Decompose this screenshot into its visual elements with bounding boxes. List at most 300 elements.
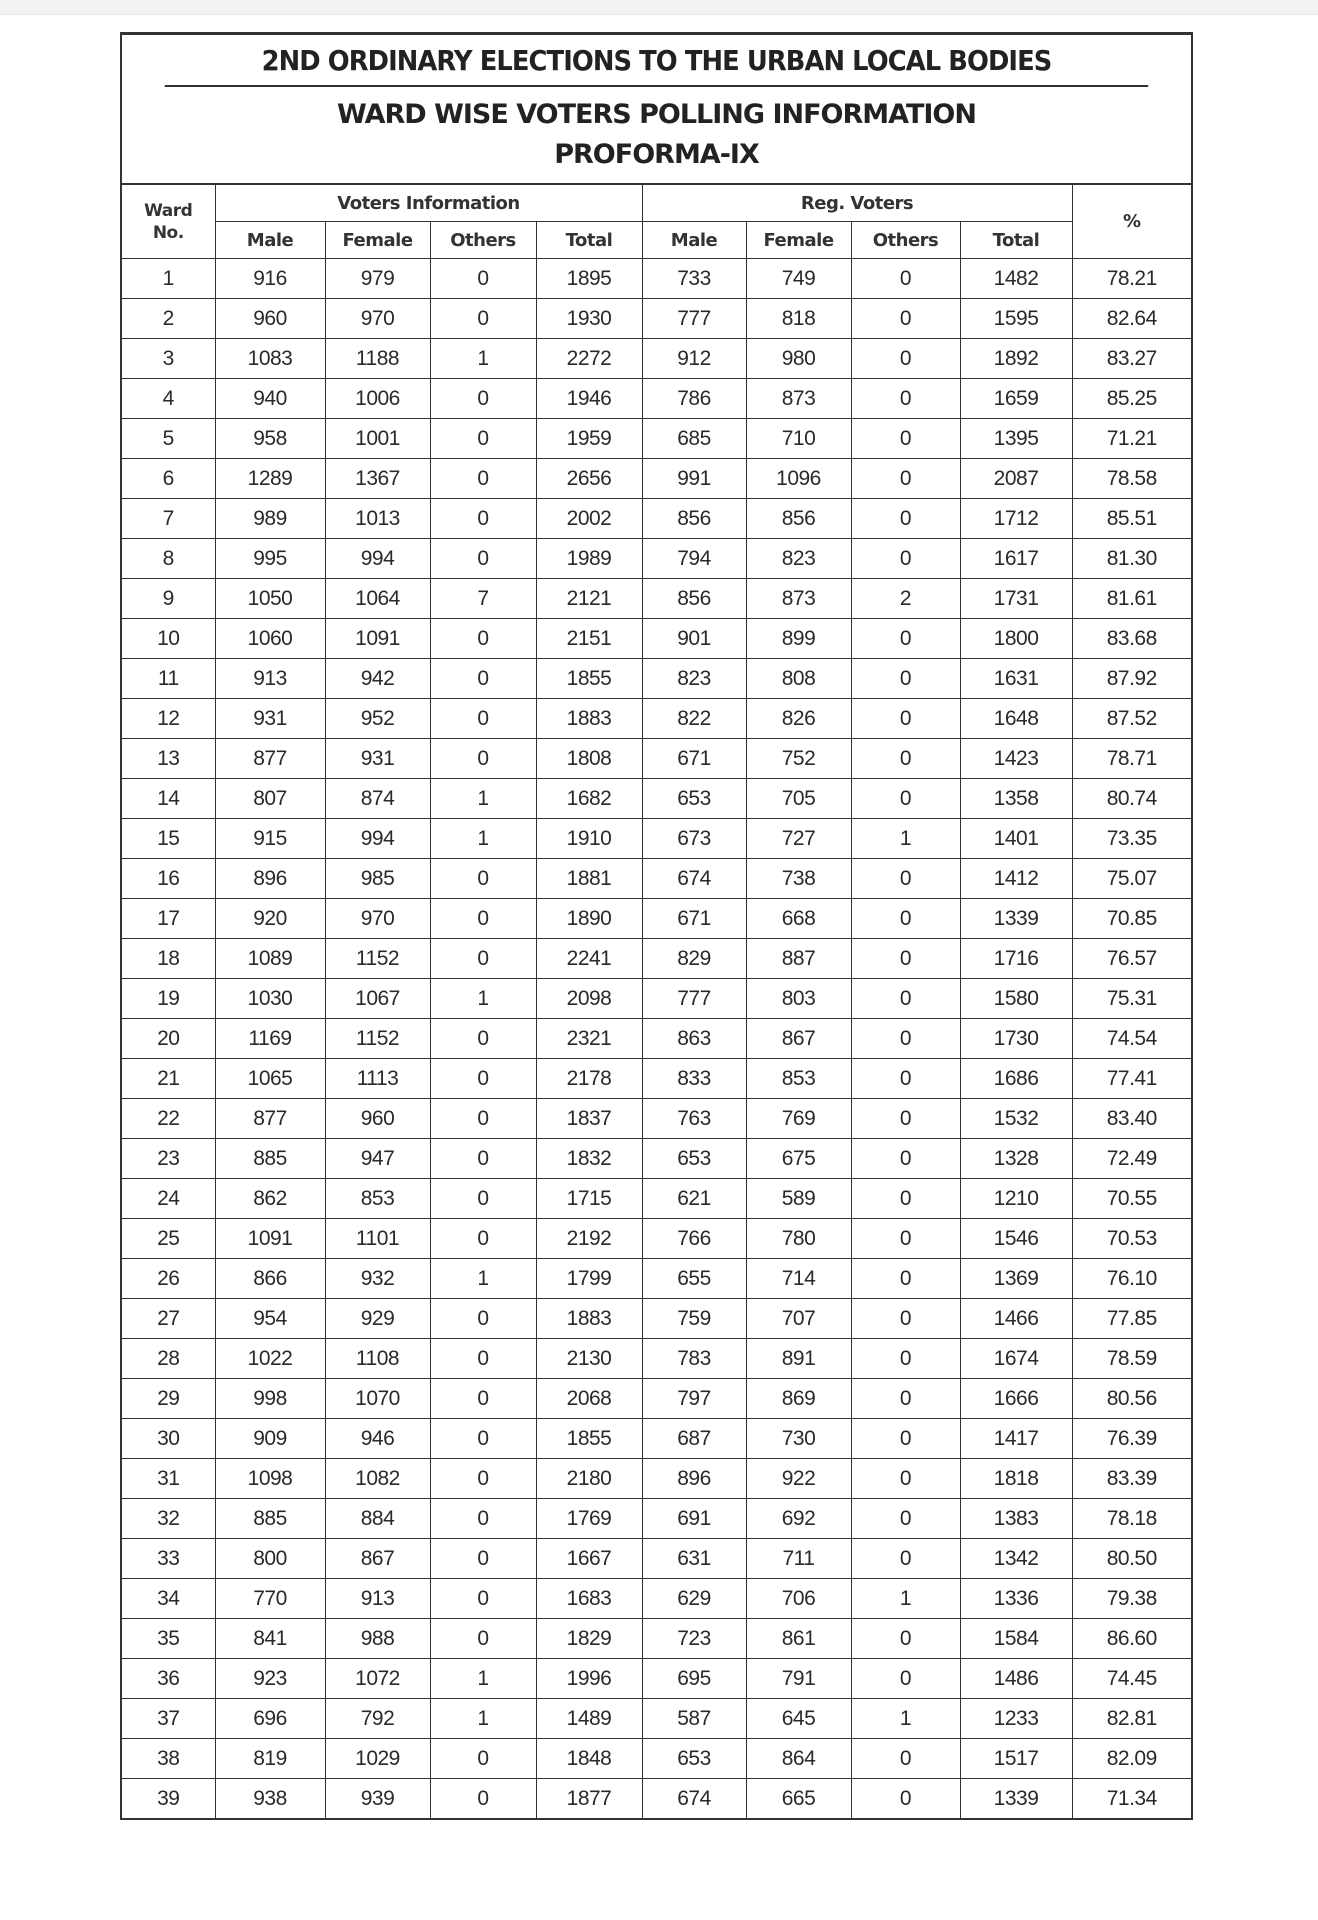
proforma-label: PROFORMA-IX bbox=[554, 139, 759, 170]
table-row bbox=[122, 899, 1191, 939]
ward-no-cell: 31 bbox=[122, 1459, 215, 1499]
table-row bbox=[122, 1259, 1191, 1299]
reg-male-cell: 766 bbox=[642, 1219, 746, 1259]
voters-others-cell: 0 bbox=[430, 1139, 536, 1179]
voters-total-cell: 1829 bbox=[536, 1619, 642, 1659]
reg-male-cell: 653 bbox=[642, 779, 746, 819]
voters-others-cell: 7 bbox=[430, 579, 536, 619]
document-subtitle-block bbox=[122, 87, 1191, 185]
reg-male-cell: 863 bbox=[642, 1019, 746, 1059]
voters-total-cell: 1489 bbox=[536, 1699, 642, 1739]
percent-cell: 83.39 bbox=[1072, 1459, 1191, 1499]
reg-female-cell: 922 bbox=[746, 1459, 851, 1499]
voters-female-cell: 1113 bbox=[325, 1059, 430, 1099]
voters-others-cell: 1 bbox=[430, 339, 536, 379]
reg-female-cell: 705 bbox=[746, 779, 851, 819]
voters-total-cell: 2321 bbox=[536, 1019, 642, 1059]
reg-others-cell: 0 bbox=[851, 1339, 960, 1379]
table-row bbox=[122, 1499, 1191, 1539]
reg-total-cell: 1395 bbox=[960, 419, 1072, 459]
reg-male-cell: 691 bbox=[642, 1499, 746, 1539]
reg-female-cell: 853 bbox=[746, 1059, 851, 1099]
reg-female-cell: 665 bbox=[746, 1779, 851, 1819]
reg-total-cell: 1631 bbox=[960, 659, 1072, 699]
reg-female-cell: 818 bbox=[746, 299, 851, 339]
reg-others-cell: 0 bbox=[851, 259, 960, 299]
voters-others-cell: 0 bbox=[430, 1299, 536, 1339]
percent-cell: 78.71 bbox=[1072, 739, 1191, 779]
voters-male-cell: 954 bbox=[215, 1299, 325, 1339]
percent-cell: 79.38 bbox=[1072, 1579, 1191, 1619]
ward-no-cell: 26 bbox=[122, 1259, 215, 1299]
voters-others-cell: 1 bbox=[430, 1699, 536, 1739]
ward-no-cell: 32 bbox=[122, 1499, 215, 1539]
table-row bbox=[122, 499, 1191, 539]
voters-others-cell: 0 bbox=[430, 1099, 536, 1139]
percent-cell: 80.74 bbox=[1072, 779, 1191, 819]
reg-female-cell: 692 bbox=[746, 1499, 851, 1539]
reg-male-cell: 829 bbox=[642, 939, 746, 979]
reg-male-cell: 991 bbox=[642, 459, 746, 499]
voters-male-cell: 770 bbox=[215, 1579, 325, 1619]
table-row bbox=[122, 1299, 1191, 1339]
table-row bbox=[122, 1379, 1191, 1419]
percent-cell: 71.21 bbox=[1072, 419, 1191, 459]
reg-male-cell: 794 bbox=[642, 539, 746, 579]
voters-others-cell: 1 bbox=[430, 1659, 536, 1699]
reg-total-cell: 1595 bbox=[960, 299, 1072, 339]
reg-male-cell: 759 bbox=[642, 1299, 746, 1339]
ward-no-cell: 19 bbox=[122, 979, 215, 1019]
ward-no-cell: 29 bbox=[122, 1379, 215, 1419]
voters-total-cell: 1883 bbox=[536, 1299, 642, 1339]
voters-others-cell: 0 bbox=[430, 1379, 536, 1419]
voters-female-cell: 939 bbox=[325, 1779, 430, 1819]
reg-others-cell: 0 bbox=[851, 1379, 960, 1419]
reg-total-cell: 1339 bbox=[960, 1779, 1072, 1819]
voters-others-cell: 0 bbox=[430, 1619, 536, 1659]
ward-no-cell: 5 bbox=[122, 419, 215, 459]
reg-others-cell: 1 bbox=[851, 1699, 960, 1739]
reg-total-cell: 1342 bbox=[960, 1539, 1072, 1579]
voters-total-header: Total bbox=[536, 222, 642, 259]
voters-total-cell: 1881 bbox=[536, 859, 642, 899]
ward-no-cell: 3 bbox=[122, 339, 215, 379]
reg-total-cell: 1412 bbox=[960, 859, 1072, 899]
reg-male-cell: 856 bbox=[642, 499, 746, 539]
percent-cell: 75.07 bbox=[1072, 859, 1191, 899]
reg-others-cell: 0 bbox=[851, 1099, 960, 1139]
voters-male-header: Male bbox=[215, 222, 325, 259]
voters-female-cell: 994 bbox=[325, 819, 430, 859]
reg-total-cell: 1417 bbox=[960, 1419, 1072, 1459]
reg-female-cell: 980 bbox=[746, 339, 851, 379]
reg-others-cell: 0 bbox=[851, 1779, 960, 1819]
percent-cell: 76.57 bbox=[1072, 939, 1191, 979]
reg-others-cell: 0 bbox=[851, 1659, 960, 1699]
percent-cell: 87.92 bbox=[1072, 659, 1191, 699]
reg-others-cell: 0 bbox=[851, 1259, 960, 1299]
reg-total-cell: 1401 bbox=[960, 819, 1072, 859]
reg-others-cell: 0 bbox=[851, 779, 960, 819]
voters-male-cell: 1060 bbox=[215, 619, 325, 659]
voters-others-cell: 1 bbox=[430, 819, 536, 859]
table-row bbox=[122, 619, 1191, 659]
reg-others-cell: 0 bbox=[851, 699, 960, 739]
reg-female-cell: 645 bbox=[746, 1699, 851, 1739]
voters-male-cell: 800 bbox=[215, 1539, 325, 1579]
reg-female-cell: 675 bbox=[746, 1139, 851, 1179]
voters-others-cell: 1 bbox=[430, 1259, 536, 1299]
reg-female-cell: 714 bbox=[746, 1259, 851, 1299]
table-row bbox=[122, 379, 1191, 419]
table-row bbox=[122, 1659, 1191, 1699]
reg-female-cell: 867 bbox=[746, 1019, 851, 1059]
ward-no-cell: 17 bbox=[122, 899, 215, 939]
ward-no-cell: 13 bbox=[122, 739, 215, 779]
table-row bbox=[122, 859, 1191, 899]
reg-male-cell: 777 bbox=[642, 979, 746, 1019]
percent-cell: 77.85 bbox=[1072, 1299, 1191, 1339]
reg-female-cell: 808 bbox=[746, 659, 851, 699]
ward-no-cell: 33 bbox=[122, 1539, 215, 1579]
reg-total-cell: 1892 bbox=[960, 339, 1072, 379]
voters-male-cell: 960 bbox=[215, 299, 325, 339]
reg-others-cell: 0 bbox=[851, 939, 960, 979]
percent-cell: 70.53 bbox=[1072, 1219, 1191, 1259]
voters-male-cell: 877 bbox=[215, 1099, 325, 1139]
reg-others-cell: 0 bbox=[851, 659, 960, 699]
voters-female-cell: 1070 bbox=[325, 1379, 430, 1419]
reg-others-cell: 1 bbox=[851, 819, 960, 859]
table-row bbox=[122, 259, 1191, 299]
reg-female-cell: 899 bbox=[746, 619, 851, 659]
voters-total-cell: 2151 bbox=[536, 619, 642, 659]
voters-female-cell: 931 bbox=[325, 739, 430, 779]
voters-others-cell: 0 bbox=[430, 1419, 536, 1459]
reg-total-cell: 1818 bbox=[960, 1459, 1072, 1499]
voters-others-cell: 0 bbox=[430, 539, 536, 579]
reg-total-cell: 1369 bbox=[960, 1259, 1072, 1299]
reg-others-cell: 0 bbox=[851, 1179, 960, 1219]
percent-cell: 78.58 bbox=[1072, 459, 1191, 499]
ward-no-cell: 1 bbox=[122, 259, 215, 299]
reg-total-cell: 1674 bbox=[960, 1339, 1072, 1379]
ward-no-cell: 6 bbox=[122, 459, 215, 499]
reg-total-cell: 1423 bbox=[960, 739, 1072, 779]
voters-total-cell: 2180 bbox=[536, 1459, 642, 1499]
reg-female-cell: 869 bbox=[746, 1379, 851, 1419]
ward-no-cell: 35 bbox=[122, 1619, 215, 1659]
voters-male-cell: 1083 bbox=[215, 339, 325, 379]
voters-total-cell: 1683 bbox=[536, 1579, 642, 1619]
voters-total-cell: 1855 bbox=[536, 659, 642, 699]
reg-female-cell: 1096 bbox=[746, 459, 851, 499]
ward-no-cell: 12 bbox=[122, 699, 215, 739]
table-row bbox=[122, 1619, 1191, 1659]
reg-others-cell: 0 bbox=[851, 1539, 960, 1579]
voters-male-cell: 1050 bbox=[215, 579, 325, 619]
voters-male-cell: 896 bbox=[215, 859, 325, 899]
voters-total-cell: 1832 bbox=[536, 1139, 642, 1179]
table-row bbox=[122, 1539, 1191, 1579]
table-row bbox=[122, 419, 1191, 459]
reg-male-cell: 671 bbox=[642, 739, 746, 779]
reg-total-cell: 1666 bbox=[960, 1379, 1072, 1419]
voters-male-cell: 1091 bbox=[215, 1219, 325, 1259]
voters-male-cell: 1030 bbox=[215, 979, 325, 1019]
percent-cell: 72.49 bbox=[1072, 1139, 1191, 1179]
reg-others-cell: 0 bbox=[851, 1499, 960, 1539]
voters-others-cell: 0 bbox=[430, 939, 536, 979]
reg-total-cell: 1466 bbox=[960, 1299, 1072, 1339]
voters-total-cell: 2241 bbox=[536, 939, 642, 979]
table-row bbox=[122, 539, 1191, 579]
voters-total-cell: 2121 bbox=[536, 579, 642, 619]
voters-total-cell: 2178 bbox=[536, 1059, 642, 1099]
voters-female-cell: 1101 bbox=[325, 1219, 430, 1259]
ward-no-cell: 16 bbox=[122, 859, 215, 899]
voters-male-cell: 877 bbox=[215, 739, 325, 779]
voters-others-cell: 0 bbox=[430, 259, 536, 299]
reg-total-cell: 1233 bbox=[960, 1699, 1072, 1739]
table-row bbox=[122, 939, 1191, 979]
ward-no-cell: 8 bbox=[122, 539, 215, 579]
reg-others-cell: 0 bbox=[851, 379, 960, 419]
reg-total-cell: 1686 bbox=[960, 1059, 1072, 1099]
reg-total-cell: 1482 bbox=[960, 259, 1072, 299]
voters-male-cell: 841 bbox=[215, 1619, 325, 1659]
voters-female-cell: 1152 bbox=[325, 939, 430, 979]
table-row bbox=[122, 1779, 1191, 1819]
voters-female-cell: 1188 bbox=[325, 339, 430, 379]
reg-total-header: Total bbox=[960, 222, 1072, 259]
reg-male-cell: 685 bbox=[642, 419, 746, 459]
table-row bbox=[122, 1019, 1191, 1059]
reg-female-cell: 887 bbox=[746, 939, 851, 979]
reg-others-cell: 0 bbox=[851, 1139, 960, 1179]
reg-total-cell: 1800 bbox=[960, 619, 1072, 659]
reg-female-cell: 727 bbox=[746, 819, 851, 859]
ward-no-cell: 30 bbox=[122, 1419, 215, 1459]
voters-total-cell: 1996 bbox=[536, 1659, 642, 1699]
ward-no-cell: 25 bbox=[122, 1219, 215, 1259]
voters-total-cell: 2130 bbox=[536, 1339, 642, 1379]
voters-male-cell: 885 bbox=[215, 1499, 325, 1539]
reg-female-cell: 769 bbox=[746, 1099, 851, 1139]
reg-male-cell: 587 bbox=[642, 1699, 746, 1739]
reg-others-cell: 0 bbox=[851, 979, 960, 1019]
table-row bbox=[122, 459, 1191, 499]
reg-total-cell: 1659 bbox=[960, 379, 1072, 419]
voters-male-cell: 885 bbox=[215, 1139, 325, 1179]
ward-no-cell: 39 bbox=[122, 1779, 215, 1819]
percent-cell: 82.81 bbox=[1072, 1699, 1191, 1739]
reg-total-cell: 1730 bbox=[960, 1019, 1072, 1059]
reg-female-cell: 730 bbox=[746, 1419, 851, 1459]
voters-total-cell: 2192 bbox=[536, 1219, 642, 1259]
reg-others-cell: 0 bbox=[851, 739, 960, 779]
voters-female-cell: 1001 bbox=[325, 419, 430, 459]
voters-male-cell: 909 bbox=[215, 1419, 325, 1459]
reg-male-cell: 797 bbox=[642, 1379, 746, 1419]
voters-male-cell: 931 bbox=[215, 699, 325, 739]
percent-cell: 73.35 bbox=[1072, 819, 1191, 859]
reg-voters-header: Reg. Voters bbox=[642, 185, 1072, 222]
reg-male-cell: 671 bbox=[642, 899, 746, 939]
percent-cell: 83.40 bbox=[1072, 1099, 1191, 1139]
proforma-document bbox=[120, 32, 1193, 1820]
ward-no-cell: 11 bbox=[122, 659, 215, 699]
reg-total-cell: 1383 bbox=[960, 1499, 1072, 1539]
voters-total-cell: 1667 bbox=[536, 1539, 642, 1579]
voters-others-cell: 0 bbox=[430, 1579, 536, 1619]
percent-cell: 83.27 bbox=[1072, 339, 1191, 379]
voters-others-cell: 0 bbox=[430, 699, 536, 739]
voters-total-cell: 1682 bbox=[536, 779, 642, 819]
voters-others-cell: 0 bbox=[430, 1179, 536, 1219]
reg-total-cell: 1546 bbox=[960, 1219, 1072, 1259]
reg-female-cell: 891 bbox=[746, 1339, 851, 1379]
voters-female-cell: 942 bbox=[325, 659, 430, 699]
ward-no-cell: 38 bbox=[122, 1739, 215, 1779]
voters-others-cell: 0 bbox=[430, 619, 536, 659]
voters-total-cell: 2272 bbox=[536, 339, 642, 379]
voters-others-cell: 0 bbox=[430, 1219, 536, 1259]
voters-total-cell: 2002 bbox=[536, 499, 642, 539]
voters-female-cell: 946 bbox=[325, 1419, 430, 1459]
voters-others-cell: 0 bbox=[430, 299, 536, 339]
reg-male-cell: 673 bbox=[642, 819, 746, 859]
ward-no-cell: 22 bbox=[122, 1099, 215, 1139]
reg-female-cell: 668 bbox=[746, 899, 851, 939]
ward-no-cell: 21 bbox=[122, 1059, 215, 1099]
voters-total-cell: 2656 bbox=[536, 459, 642, 499]
reg-female-cell: 803 bbox=[746, 979, 851, 1019]
reg-male-cell: 783 bbox=[642, 1339, 746, 1379]
table-row bbox=[122, 1099, 1191, 1139]
reg-male-cell: 674 bbox=[642, 1779, 746, 1819]
ward-no-cell: 36 bbox=[122, 1659, 215, 1699]
ward-no-header: Ward No. bbox=[122, 185, 215, 259]
percent-cell: 82.09 bbox=[1072, 1739, 1191, 1779]
voters-others-cell: 0 bbox=[430, 1459, 536, 1499]
voters-total-cell: 1946 bbox=[536, 379, 642, 419]
voters-total-cell: 1959 bbox=[536, 419, 642, 459]
voters-information-header: Voters Information bbox=[215, 185, 642, 222]
voters-others-header: Others bbox=[430, 222, 536, 259]
reg-male-cell: 823 bbox=[642, 659, 746, 699]
table-row bbox=[122, 579, 1191, 619]
voters-female-cell: 988 bbox=[325, 1619, 430, 1659]
table-row bbox=[122, 1739, 1191, 1779]
voters-female-cell: 985 bbox=[325, 859, 430, 899]
reg-female-cell: 791 bbox=[746, 1659, 851, 1699]
reg-others-header: Others bbox=[851, 222, 960, 259]
table-row bbox=[122, 299, 1191, 339]
voters-total-cell: 1989 bbox=[536, 539, 642, 579]
reg-female-cell: 711 bbox=[746, 1539, 851, 1579]
voters-total-cell: 1895 bbox=[536, 259, 642, 299]
voters-total-cell: 2098 bbox=[536, 979, 642, 1019]
ward-no-cell: 24 bbox=[122, 1179, 215, 1219]
percent-cell: 87.52 bbox=[1072, 699, 1191, 739]
reg-others-cell: 0 bbox=[851, 1059, 960, 1099]
voters-others-cell: 0 bbox=[430, 459, 536, 499]
voters-total-cell: 1808 bbox=[536, 739, 642, 779]
voters-female-cell: 1367 bbox=[325, 459, 430, 499]
percent-cell: 81.30 bbox=[1072, 539, 1191, 579]
voters-total-cell: 2068 bbox=[536, 1379, 642, 1419]
voters-total-cell: 1890 bbox=[536, 899, 642, 939]
voters-female-cell: 960 bbox=[325, 1099, 430, 1139]
percent-header: % bbox=[1072, 185, 1191, 259]
voters-female-cell: 952 bbox=[325, 699, 430, 739]
percent-cell: 86.60 bbox=[1072, 1619, 1191, 1659]
percent-cell: 77.41 bbox=[1072, 1059, 1191, 1099]
table-row bbox=[122, 339, 1191, 379]
table-row bbox=[122, 819, 1191, 859]
voters-male-cell: 938 bbox=[215, 1779, 325, 1819]
reg-female-header: Female bbox=[746, 222, 851, 259]
percent-cell: 82.64 bbox=[1072, 299, 1191, 339]
voters-total-cell: 1877 bbox=[536, 1779, 642, 1819]
percent-cell: 76.39 bbox=[1072, 1419, 1191, 1459]
voters-female-cell: 979 bbox=[325, 259, 430, 299]
reg-male-cell: 833 bbox=[642, 1059, 746, 1099]
percent-cell: 83.68 bbox=[1072, 619, 1191, 659]
voters-female-cell: 874 bbox=[325, 779, 430, 819]
percent-cell: 74.45 bbox=[1072, 1659, 1191, 1699]
reg-male-cell: 687 bbox=[642, 1419, 746, 1459]
reg-others-cell: 0 bbox=[851, 1739, 960, 1779]
percent-cell: 78.59 bbox=[1072, 1339, 1191, 1379]
voters-male-cell: 940 bbox=[215, 379, 325, 419]
reg-male-cell: 777 bbox=[642, 299, 746, 339]
document-title: 2ND ORDINARY ELECTIONS TO THE URBAN LOCAL BODIES bbox=[165, 35, 1148, 87]
table-row bbox=[122, 779, 1191, 819]
voters-male-cell: 920 bbox=[215, 899, 325, 939]
voters-others-cell: 1 bbox=[430, 779, 536, 819]
table-row bbox=[122, 1059, 1191, 1099]
table-row bbox=[122, 1339, 1191, 1379]
reg-total-cell: 1617 bbox=[960, 539, 1072, 579]
ward-no-cell: 27 bbox=[122, 1299, 215, 1339]
reg-total-cell: 1358 bbox=[960, 779, 1072, 819]
reg-others-cell: 0 bbox=[851, 339, 960, 379]
reg-male-cell: 856 bbox=[642, 579, 746, 619]
ward-no-cell: 34 bbox=[122, 1579, 215, 1619]
viewer-top-bar bbox=[0, 0, 1318, 15]
reg-total-cell: 1712 bbox=[960, 499, 1072, 539]
ward-no-cell: 37 bbox=[122, 1699, 215, 1739]
table-body bbox=[122, 259, 1191, 1819]
voters-others-cell: 0 bbox=[430, 659, 536, 699]
voters-female-cell: 1029 bbox=[325, 1739, 430, 1779]
document-subtitle: WARD WISE VOTERS POLLING INFORMATION bbox=[337, 99, 976, 130]
reg-male-cell: 901 bbox=[642, 619, 746, 659]
voters-others-cell: 0 bbox=[430, 1539, 536, 1579]
voters-male-cell: 989 bbox=[215, 499, 325, 539]
voters-female-cell: 970 bbox=[325, 299, 430, 339]
reg-total-cell: 1328 bbox=[960, 1139, 1072, 1179]
reg-male-cell: 733 bbox=[642, 259, 746, 299]
voters-others-cell: 0 bbox=[430, 859, 536, 899]
reg-female-cell: 707 bbox=[746, 1299, 851, 1339]
voters-male-cell: 958 bbox=[215, 419, 325, 459]
voters-female-cell: 1108 bbox=[325, 1339, 430, 1379]
voters-male-cell: 916 bbox=[215, 259, 325, 299]
